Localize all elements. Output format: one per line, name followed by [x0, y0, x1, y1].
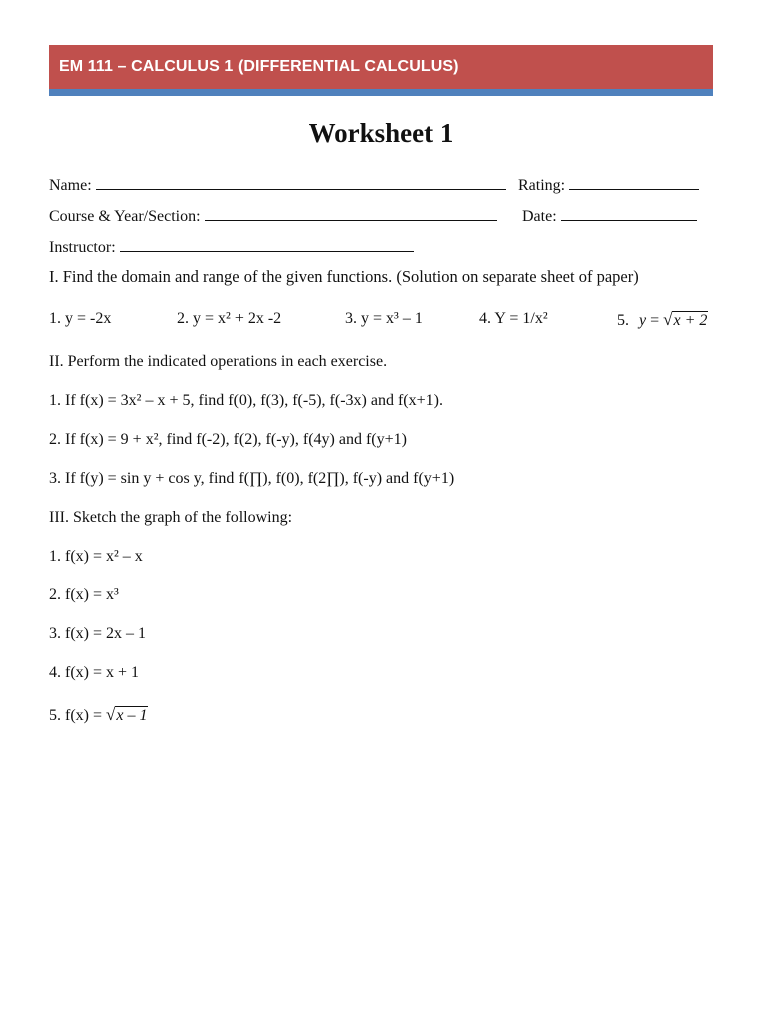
radicand: x + 2: [673, 312, 708, 329]
section-2-item: 3. If f(y) = sin y + cos y, find f(∏), f(0), f(2∏), f(-y) and f(y+1): [49, 470, 455, 487]
section-3-item-5: [49, 705, 148, 725]
course-title: EM 111 – CALCULUS 1 (DIFFERENTIAL CALCULUS): [59, 58, 459, 75]
header-accent-stripe: [49, 89, 713, 96]
rating-label: Rating:: [518, 177, 566, 194]
section-3-item: 3. f(x) = 2x – 1: [49, 625, 147, 642]
rating-field-row: [518, 174, 699, 195]
square-root-expression: [106, 705, 148, 725]
section-1-item-5-eq: =: [650, 312, 660, 329]
section-1-item-5-var: y: [639, 312, 647, 329]
radical-sign-icon: √: [663, 310, 673, 329]
rating-blank[interactable]: [569, 174, 699, 190]
date-field-row: [522, 205, 697, 226]
section-1-item: 1. y = -2x: [49, 310, 112, 327]
section-1-items: [49, 310, 713, 332]
date-blank[interactable]: [561, 205, 697, 221]
name-label: Name:: [49, 177, 92, 194]
course-label: Course & Year/Section:: [49, 208, 201, 225]
section-1-item: 2. y = x² + 2x -2: [177, 310, 282, 327]
section-3-item: 1. f(x) = x² – x: [49, 548, 143, 565]
course-field-row: [49, 205, 497, 226]
section-2-heading: II. Perform the indicated operations in each exercise.: [49, 353, 388, 370]
section-1-item-5-label: 5.: [617, 312, 629, 329]
instructor-field-row: [49, 236, 414, 257]
section-3-item: 4. f(x) = x + 1: [49, 664, 140, 681]
instructor-blank[interactable]: [120, 236, 414, 252]
section-1-item: 4. Y = 1/x²: [479, 310, 548, 327]
section-2-item: 2. If f(x) = 9 + x², find f(-2), f(2), f(-y), f(4y) and f(y+1): [49, 431, 407, 448]
date-label: Date:: [522, 208, 557, 225]
section-1-heading: I. Find the domain and range of the given functions. (Solution on separate sheet of paper): [49, 267, 639, 286]
radical-sign-icon: √: [106, 705, 116, 724]
section-1-item-5: [617, 310, 708, 330]
name-field-row: [49, 174, 506, 195]
section-3-item-5-label: 5. f(x) =: [49, 707, 103, 724]
worksheet-title: Worksheet 1: [308, 118, 454, 148]
course-blank[interactable]: [205, 205, 497, 221]
name-blank[interactable]: [96, 174, 506, 190]
section-2-item: 1. If f(x) = 3x² – x + 5, find f(0), f(3), f(-5), f(-3x) and f(x+1).: [49, 392, 443, 409]
course-header-banner: [49, 45, 713, 90]
radicand: x – 1: [116, 707, 148, 724]
section-3-heading: III. Sketch the graph of the following:: [49, 509, 293, 526]
section-1-item: 3. y = x³ – 1: [345, 310, 423, 327]
section-3-item: 2. f(x) = x³: [49, 586, 119, 603]
instructor-label: Instructor:: [49, 239, 116, 256]
square-root-expression: [663, 310, 708, 330]
